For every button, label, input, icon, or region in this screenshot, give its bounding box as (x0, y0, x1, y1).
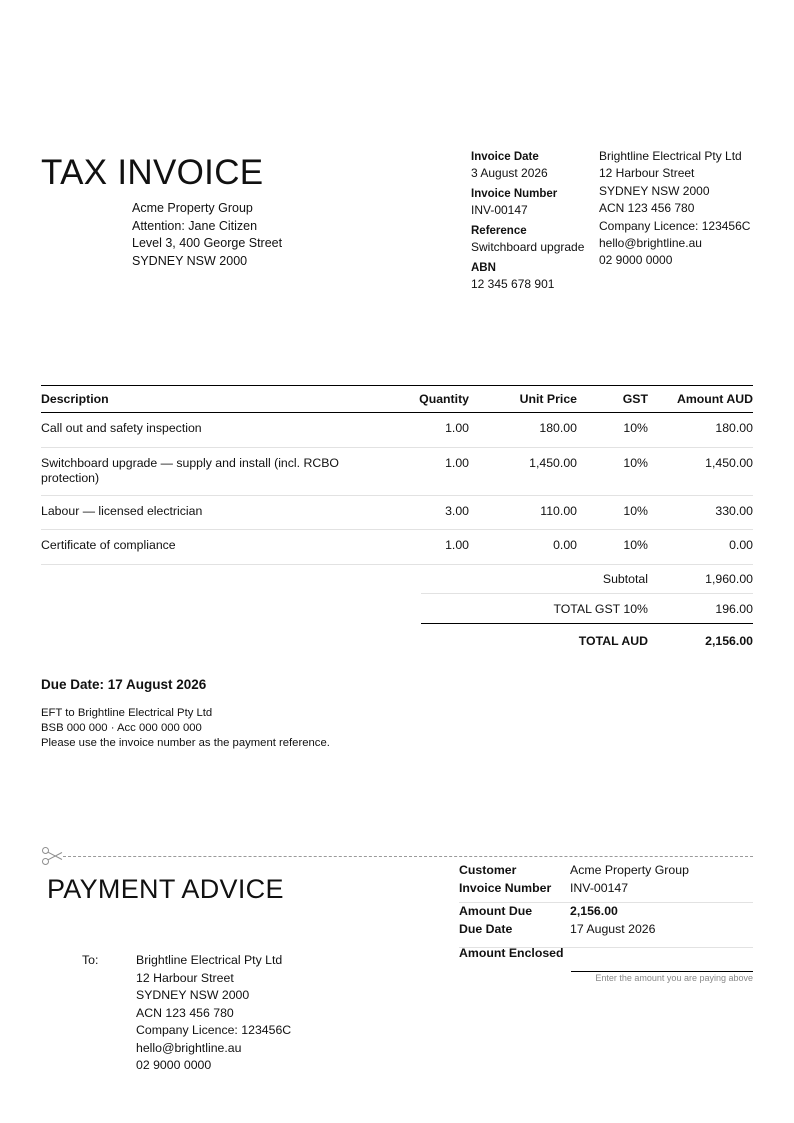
grand-total-value: 2,156.00 (705, 634, 753, 648)
cut-line (63, 856, 753, 857)
header-gst: GST (622, 392, 648, 406)
subtotal-value: 1,960.00 (705, 571, 753, 586)
supplier-name: Brightline Electrical Pty Ltd (599, 149, 742, 163)
totals-block (421, 564, 753, 655)
header-unit-price: Unit Price (519, 392, 577, 406)
table-header (41, 385, 753, 413)
table-row (41, 530, 753, 565)
to-line: 02 9000 0000 (136, 1058, 212, 1072)
invoice-number-value: INV-00147 (471, 203, 528, 217)
abn-value: 12 345 678 901 (471, 277, 555, 291)
bill-to-name: Acme Property Group (132, 201, 253, 215)
advice-due-date-label: Due Date (459, 922, 513, 936)
advice-customer-label: Customer (459, 863, 517, 877)
row-description: Switchboard upgrade — supply and install (incl. RCBO protection) (41, 456, 340, 485)
gst-total-row (421, 594, 753, 624)
to-line: ACN 123 456 780 (136, 1005, 234, 1020)
payment-line: BSB 000 000 · Acc 000 000 000 (41, 722, 202, 734)
amount-enclosed-label: Amount Enclosed (459, 946, 564, 960)
invoice-date-value: 3 August 2026 (471, 166, 548, 180)
grand-total-label: TOTAL AUD (578, 634, 648, 648)
row-unit-price: 180.00 (539, 421, 577, 435)
to-line: Brightline Electrical Pty Ltd (136, 953, 283, 967)
invoice-number-label: Invoice Number (471, 188, 558, 200)
advice-amount-due-value: 2,156.00 (570, 904, 618, 918)
invoice-title: TAX INVOICE (41, 153, 264, 192)
row-amount: 0.00 (729, 538, 753, 552)
amount-enclosed-field[interactable] (571, 971, 753, 972)
subtotal-row (421, 564, 753, 594)
advice-due-date-value: 17 August 2026 (570, 922, 656, 936)
row-quantity: 3.00 (445, 504, 469, 518)
row-description: Certificate of compliance (41, 538, 176, 552)
supplier-street: 12 Harbour Street (599, 166, 695, 181)
supplier-phone: 02 9000 0000 (599, 253, 673, 268)
advice-amount-due-label: Amount Due (459, 904, 533, 918)
row-description: Labour — licensed electrician (41, 504, 203, 518)
advice-amount-block (459, 902, 753, 938)
row-quantity: 1.00 (445, 538, 469, 552)
to-line: Company Licence: 123456C (136, 1023, 292, 1037)
to-line: SYDNEY NSW 2000 (136, 988, 250, 1002)
advice-due-date-row (459, 920, 753, 938)
payment-instructions (41, 706, 330, 751)
header-quantity: Quantity (419, 392, 469, 406)
advice-enclosed-block (459, 944, 753, 962)
advice-to-label: To: (82, 953, 99, 967)
row-amount: 1,450.00 (705, 456, 753, 470)
table-row (41, 448, 753, 496)
advice-invoice-value: INV-00147 (570, 881, 629, 895)
advice-amount-due-row (459, 902, 753, 920)
advice-invoice-row (459, 879, 753, 897)
row-unit-price: 0.00 (553, 538, 577, 552)
payment-advice-title: PAYMENT ADVICE (47, 874, 284, 904)
advice-to-address (136, 952, 291, 1075)
row-quantity: 1.00 (445, 421, 469, 435)
supplier-address (599, 148, 750, 270)
row-amount: 180.00 (715, 421, 753, 435)
bill-to-address (132, 200, 282, 270)
invoice-date-label: Invoice Date (471, 151, 539, 163)
header-description: Description (41, 392, 109, 406)
amount-enclosed-hint: Enter the amount you are paying above (595, 973, 753, 983)
payment-line: Please use the invoice number as the payment reference. (41, 737, 330, 749)
supplier-city: SYDNEY NSW 2000 (599, 183, 710, 198)
scissors-icon (41, 846, 63, 871)
reference-label: Reference (471, 225, 527, 237)
row-unit-price: 110.00 (540, 504, 577, 518)
header-amount: Amount AUD (676, 392, 753, 406)
table-row (41, 413, 753, 448)
row-quantity: 1.00 (445, 456, 469, 470)
table-row (41, 496, 753, 530)
row-amount: 330.00 (715, 504, 753, 518)
invoice-meta (471, 149, 591, 297)
advice-customer-value: Acme Property Group (570, 863, 689, 877)
reference-value: Switchboard upgrade (471, 240, 585, 254)
row-gst: 10% (623, 538, 648, 552)
row-gst: 10% (623, 456, 648, 470)
supplier-licence: Company Licence: 123456C (599, 218, 751, 233)
advice-invoice-label: Invoice Number (459, 881, 552, 895)
row-description: Call out and safety inspection (41, 421, 202, 435)
advice-customer-block (459, 861, 753, 897)
bill-to-attention: Attention: Jane Citizen (132, 218, 258, 233)
grand-total-row (421, 624, 753, 655)
to-line: 12 Harbour Street (136, 970, 234, 985)
row-gst: 10% (623, 504, 648, 518)
line-items-table (41, 385, 753, 565)
supplier-acn: ACN 123 456 780 (599, 201, 695, 216)
supplier-email: hello@brightline.au (599, 236, 702, 251)
advice-enclosed-row (459, 944, 753, 962)
gst-total-label: TOTAL GST 10% (553, 601, 648, 616)
row-unit-price: 1,450.00 (529, 456, 577, 470)
abn-label: ABN (471, 262, 496, 274)
payment-line: EFT to Brightline Electrical Pty Ltd (41, 707, 213, 719)
gst-total-value: 196.00 (715, 601, 753, 616)
row-gst: 10% (623, 421, 648, 435)
bill-to-street: Level 3, 400 George Street (132, 236, 283, 250)
due-date-heading: Due Date: 17 August 2026 (41, 677, 207, 692)
to-line: hello@brightline.au (136, 1040, 242, 1055)
advice-customer-row (459, 861, 753, 879)
subtotal-label: Subtotal (602, 571, 648, 586)
bill-to-city: SYDNEY NSW 2000 (132, 253, 248, 268)
